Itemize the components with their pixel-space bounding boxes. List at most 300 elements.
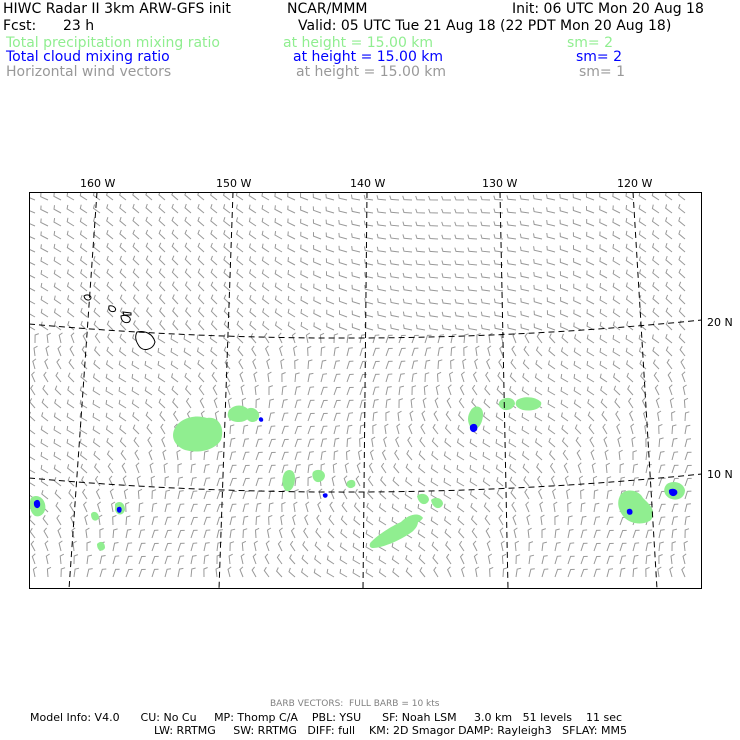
- wind-barb: [217, 465, 223, 473]
- wind-barb: [237, 308, 243, 317]
- wind-barb: [230, 542, 234, 551]
- wind-barb: [353, 556, 360, 564]
- wind-barb: [542, 569, 548, 577]
- wind-barb: [295, 359, 299, 369]
- wind-barb: [684, 541, 688, 551]
- wind-barb: [334, 451, 338, 460]
- wind-barb: [191, 568, 196, 577]
- wind-barb: [314, 232, 322, 239]
- wind-barb: [113, 569, 120, 577]
- wind-barb: [600, 232, 607, 240]
- wind-barb: [429, 209, 438, 213]
- wind-barb: [256, 491, 262, 499]
- wind-barb: [607, 477, 611, 486]
- wind-barb: [671, 554, 675, 564]
- wind-barb: [481, 196, 490, 200]
- wind-barb: [455, 261, 464, 266]
- precip-area: [282, 470, 295, 491]
- wind-barb: [613, 257, 620, 265]
- wind-barb: [587, 271, 594, 278]
- wind-barb: [352, 220, 361, 226]
- wind-barb: [107, 321, 113, 330]
- wind-barb: [403, 312, 412, 317]
- wind-barb: [434, 411, 438, 421]
- wind-barb: [150, 463, 153, 473]
- wind-barb: [159, 386, 165, 395]
- wind-barb: [191, 543, 197, 551]
- wind-barb: [275, 309, 282, 318]
- wind-barb: [666, 295, 672, 304]
- wind-barb: [550, 334, 555, 344]
- lon-label-160w: 160 W: [80, 177, 116, 190]
- wind-barb: [173, 308, 178, 318]
- precip-area: [516, 397, 542, 410]
- wind-barb: [600, 374, 607, 382]
- wind-barb: [146, 204, 152, 213]
- wind-barb: [107, 295, 113, 304]
- wind-barb: [386, 387, 392, 395]
- wind-barb: [536, 451, 542, 460]
- wind-barb: [54, 413, 61, 421]
- wind-barb: [626, 348, 633, 356]
- wind-barb: [416, 325, 425, 330]
- wind-barb: [146, 269, 152, 278]
- wind-barb: [133, 269, 139, 278]
- wind-barb: [70, 346, 74, 356]
- wind-barb: [314, 284, 321, 291]
- wind-barb: [133, 192, 139, 200]
- wind-barb: [120, 269, 126, 278]
- wind-barb: [528, 528, 532, 538]
- wind-barb: [429, 286, 438, 291]
- wind-barb: [294, 346, 297, 356]
- wind-barb: [339, 207, 347, 213]
- wind-barb: [574, 310, 581, 317]
- wind-barb: [368, 476, 373, 486]
- wind-barb: [459, 398, 464, 408]
- valid-time: Valid: 05 UTC Tue 21 Aug 18 (22 PDT Mon 20 Aug 18): [298, 18, 672, 34]
- wind-barb: [119, 413, 126, 421]
- wind-barb: [613, 231, 620, 239]
- wind-barb: [378, 285, 387, 291]
- wind-barb: [237, 205, 244, 214]
- wind-barb: [224, 334, 230, 343]
- wind-barb: [334, 374, 340, 382]
- wind-barb: [666, 334, 672, 343]
- wind-barb: [160, 308, 165, 318]
- fcst-value: 23 h: [63, 18, 95, 34]
- wind-barb: [653, 282, 659, 291]
- wind-barb: [438, 360, 442, 369]
- wind-barb: [495, 312, 504, 318]
- wind-barb: [81, 269, 87, 278]
- wind-barb: [600, 296, 607, 304]
- wind-barb: [632, 437, 636, 447]
- wind-barb: [626, 218, 633, 226]
- wind-barb: [32, 554, 35, 564]
- wind-barb: [616, 411, 620, 421]
- wind-barb: [304, 528, 308, 538]
- wind-barb: [633, 530, 640, 538]
- wind-barb: [471, 503, 477, 512]
- wind-barb: [685, 504, 691, 512]
- wind-barb: [43, 515, 48, 525]
- wind-barb: [341, 529, 347, 538]
- wind-barb: [269, 465, 276, 473]
- wind-barb: [653, 335, 660, 344]
- wind-barb: [537, 347, 543, 356]
- wind-barb: [199, 373, 205, 382]
- wind-barb: [520, 234, 529, 239]
- wind-barb: [250, 244, 257, 253]
- wind-barb: [204, 478, 210, 486]
- wind-barb: [69, 359, 74, 369]
- wind-barb: [523, 360, 529, 369]
- wind-barb: [403, 273, 412, 278]
- wind-barb: [386, 361, 393, 369]
- wind-barb: [416, 235, 425, 239]
- wind-barb: [534, 311, 542, 317]
- wind-barb: [405, 504, 412, 512]
- wind-barb: [191, 491, 197, 499]
- wind-barb: [42, 399, 48, 408]
- wind-barb: [392, 543, 399, 551]
- wind-barb: [132, 348, 139, 356]
- wind-barb: [446, 425, 452, 434]
- wind-barb: [485, 515, 490, 525]
- wind-barb: [321, 426, 327, 434]
- wind-barb: [275, 205, 282, 213]
- wind-barb: [316, 528, 321, 538]
- wind-barb: [34, 346, 38, 356]
- wind-barb: [484, 490, 490, 499]
- wind-barb: [390, 221, 399, 226]
- wind-barb: [396, 437, 399, 447]
- wind-barb: [120, 230, 126, 239]
- wind-barb: [407, 450, 412, 460]
- wind-barb: [67, 426, 74, 434]
- field-precip-smooth: sm= 2: [567, 35, 614, 51]
- wind-barb: [94, 269, 100, 278]
- wind-barb: [334, 361, 340, 369]
- wind-barb: [404, 325, 413, 331]
- wind-barb: [67, 452, 74, 460]
- wind-barb: [497, 477, 503, 486]
- wind-barb: [254, 372, 257, 382]
- wind-barb: [60, 554, 64, 564]
- wind-barb: [629, 398, 633, 408]
- wind-barb: [560, 207, 568, 213]
- wind-barb: [455, 248, 464, 252]
- wind-barb: [542, 556, 548, 564]
- wind-barb: [250, 269, 256, 278]
- wind-barb: [627, 296, 634, 305]
- wind-barb: [262, 270, 269, 279]
- wind-barb: [288, 193, 295, 200]
- wind-barb: [377, 234, 386, 239]
- wind-barb: [613, 309, 620, 317]
- wind-barb: [152, 530, 158, 538]
- wind-barb: [515, 541, 519, 551]
- wind-barb: [120, 282, 126, 291]
- wind-barb: [262, 257, 269, 265]
- wind-barb: [160, 282, 166, 291]
- wind-barb: [463, 359, 466, 369]
- wind-barb: [455, 222, 464, 226]
- wind-barb: [241, 554, 244, 564]
- wind-barb: [160, 295, 165, 305]
- wind-barb: [587, 232, 594, 239]
- wind-barb: [224, 256, 230, 265]
- wind-barb: [333, 463, 337, 473]
- wind-barb: [94, 230, 100, 239]
- wind-barb: [288, 219, 295, 227]
- wind-barb: [507, 221, 516, 226]
- wind-barb: [607, 504, 613, 512]
- field-precip-name: Total precipitation mixing ratio: [6, 35, 220, 51]
- wind-barb: [631, 424, 634, 434]
- wind-barb: [685, 529, 689, 538]
- wind-barb: [520, 195, 529, 200]
- wind-barb: [198, 217, 204, 226]
- wind-barb: [672, 517, 678, 525]
- wind-barb: [80, 439, 87, 447]
- wind-barb: [290, 555, 295, 565]
- wind-barb: [390, 247, 399, 252]
- wind-barb: [455, 196, 464, 200]
- wind-barb: [237, 282, 243, 291]
- wind-barb: [458, 439, 465, 448]
- wind-barb: [590, 437, 594, 447]
- wind-barb: [377, 195, 386, 200]
- wind-barb: [507, 247, 516, 252]
- wind-barb: [41, 270, 48, 278]
- wind-barb: [442, 222, 451, 226]
- wind-barb: [54, 452, 61, 460]
- wind-barb: [685, 516, 690, 525]
- precip-area: [401, 515, 423, 525]
- wind-barb: [288, 231, 295, 239]
- wind-barb: [431, 491, 438, 499]
- wind-barb: [191, 530, 198, 538]
- wind-barb: [429, 248, 438, 252]
- wind-barb: [68, 270, 75, 279]
- wind-barb: [266, 346, 269, 356]
- lon-label-130w: 130 W: [482, 177, 518, 190]
- wind-barb: [468, 260, 477, 265]
- wind-barb: [31, 541, 35, 551]
- wind-barb: [112, 502, 115, 512]
- wind-barb: [366, 556, 373, 564]
- wind-barb: [639, 244, 646, 253]
- wind-barb: [373, 348, 380, 356]
- wind-barb: [138, 489, 142, 499]
- wind-barb: [33, 359, 36, 369]
- wind-barb: [444, 452, 451, 461]
- wind-barb: [134, 295, 140, 304]
- wind-barb: [666, 282, 672, 291]
- wind-barb: [214, 398, 217, 408]
- wind-barb: [442, 248, 451, 252]
- wind-barb: [172, 230, 178, 239]
- wind-barb: [291, 541, 296, 551]
- wind-barb: [633, 568, 638, 577]
- wind-barb: [461, 554, 465, 564]
- wind-barb: [59, 541, 62, 551]
- wind-barb: [512, 502, 516, 512]
- wind-barb: [82, 476, 87, 486]
- wind-barb: [640, 257, 647, 266]
- wind-barb: [406, 568, 412, 577]
- wind-barb: [390, 234, 399, 239]
- wind-barb: [334, 426, 340, 434]
- wind-barb: [87, 569, 93, 577]
- wind-barb: [653, 308, 659, 317]
- wind-barb: [574, 374, 581, 382]
- wind-barb: [230, 517, 236, 525]
- wind-barb: [224, 269, 230, 278]
- wind-barb: [237, 217, 244, 226]
- wind-barb: [425, 373, 429, 382]
- wind-barb: [372, 437, 375, 447]
- wind-barb: [507, 260, 516, 265]
- wind-barb: [594, 517, 600, 525]
- wind-barb: [58, 346, 61, 356]
- wind-barb: [406, 477, 412, 486]
- wind-barb: [521, 272, 529, 278]
- wind-barb: [626, 231, 633, 239]
- wind-barb: [67, 400, 74, 408]
- wind-barb: [187, 398, 192, 408]
- wind-barb: [94, 256, 100, 265]
- wind-barb: [508, 298, 517, 304]
- wind-barb: [165, 543, 172, 551]
- wind-barb: [605, 450, 608, 460]
- wind-barb: [633, 464, 638, 473]
- field-wind-level: at height = 15.00 km: [296, 64, 447, 80]
- wind-barb: [199, 385, 204, 395]
- wind-barb: [510, 477, 516, 486]
- wind-barb: [191, 451, 195, 461]
- wind-barb: [442, 286, 451, 291]
- wind-barb: [685, 412, 689, 421]
- wind-barb: [385, 424, 389, 434]
- wind-barb: [455, 299, 464, 304]
- wind-barb: [186, 386, 191, 396]
- wind-barb: [152, 490, 156, 499]
- wind-barb: [294, 502, 298, 512]
- wind-barb: [172, 373, 178, 382]
- wind-barb: [607, 530, 614, 538]
- wind-barb: [615, 398, 620, 408]
- wind-barb: [71, 333, 74, 343]
- wind-barb: [86, 528, 90, 538]
- wind-barb: [613, 322, 620, 331]
- wind-barb: [533, 195, 542, 200]
- wind-barb: [685, 425, 690, 434]
- wind-barb: [158, 374, 165, 382]
- wind-barb: [347, 334, 352, 343]
- wind-barb: [593, 476, 597, 486]
- wind-barb: [470, 439, 477, 447]
- wind-barb: [332, 476, 335, 486]
- wind-barb: [522, 413, 529, 421]
- wind-barb: [100, 569, 106, 577]
- wind-barb: [581, 503, 585, 512]
- wind-barb: [393, 568, 399, 577]
- wind-barb: [211, 230, 217, 239]
- wind-barb: [239, 359, 243, 369]
- wind-barb: [659, 438, 664, 447]
- wind-barb: [341, 516, 347, 525]
- wind-barb: [529, 542, 533, 551]
- wind-barb: [147, 320, 152, 330]
- wind-barb: [327, 297, 334, 304]
- wind-barb: [562, 334, 568, 343]
- wind-barb: [42, 490, 48, 499]
- wind-barb: [425, 348, 431, 356]
- wind-barb: [262, 192, 269, 200]
- wind-barb: [442, 235, 451, 239]
- wind-barb: [172, 269, 178, 278]
- wind-barb: [80, 205, 87, 213]
- wind-barb: [355, 489, 360, 499]
- wind-barb: [211, 192, 217, 200]
- cloud-area: [259, 417, 263, 422]
- wind-barb: [516, 568, 521, 577]
- wind-barb: [81, 231, 88, 240]
- wind-barb: [133, 243, 139, 252]
- wind-barb: [432, 438, 438, 447]
- wind-barb: [243, 491, 250, 499]
- wind-barb: [626, 257, 633, 265]
- wind-barb: [475, 359, 478, 369]
- wind-barb: [211, 256, 217, 265]
- wind-barb: [328, 542, 334, 551]
- wind-barb: [373, 335, 379, 343]
- wind-barb: [126, 529, 131, 538]
- wind-barb: [217, 530, 223, 538]
- wind-barb: [555, 529, 560, 538]
- wind-barb: [562, 413, 569, 422]
- wind-barb: [301, 232, 308, 239]
- wind-barb-field: [29, 192, 692, 577]
- model-info-line2: LW: RRTMG SW: RRTMG DIFF: full KM: 2D Smagor DAMP: Rayleigh3 SFLAY: MM5: [154, 724, 627, 737]
- wind-barb: [204, 530, 210, 538]
- wind-barb: [659, 542, 664, 551]
- wind-barb: [41, 296, 48, 304]
- wind-barb: [474, 554, 477, 564]
- wind-barb: [41, 206, 48, 213]
- wind-barb: [106, 400, 113, 408]
- wind-barb: [134, 321, 139, 331]
- wind-barb: [178, 464, 182, 473]
- wind-barb: [120, 438, 126, 447]
- wind-barb: [561, 323, 568, 330]
- wind-barb: [535, 426, 542, 434]
- wind-barb: [252, 567, 256, 577]
- wind-barb: [107, 192, 113, 200]
- wind-barb: [94, 438, 101, 447]
- wind-barb: [445, 516, 451, 525]
- precip-area: [417, 494, 429, 504]
- wind-barb: [204, 568, 208, 578]
- wind-barb: [275, 244, 282, 252]
- wind-barb: [159, 204, 165, 213]
- wind-barb: [509, 452, 516, 460]
- wind-barb: [617, 424, 620, 434]
- wind-barb: [211, 282, 217, 291]
